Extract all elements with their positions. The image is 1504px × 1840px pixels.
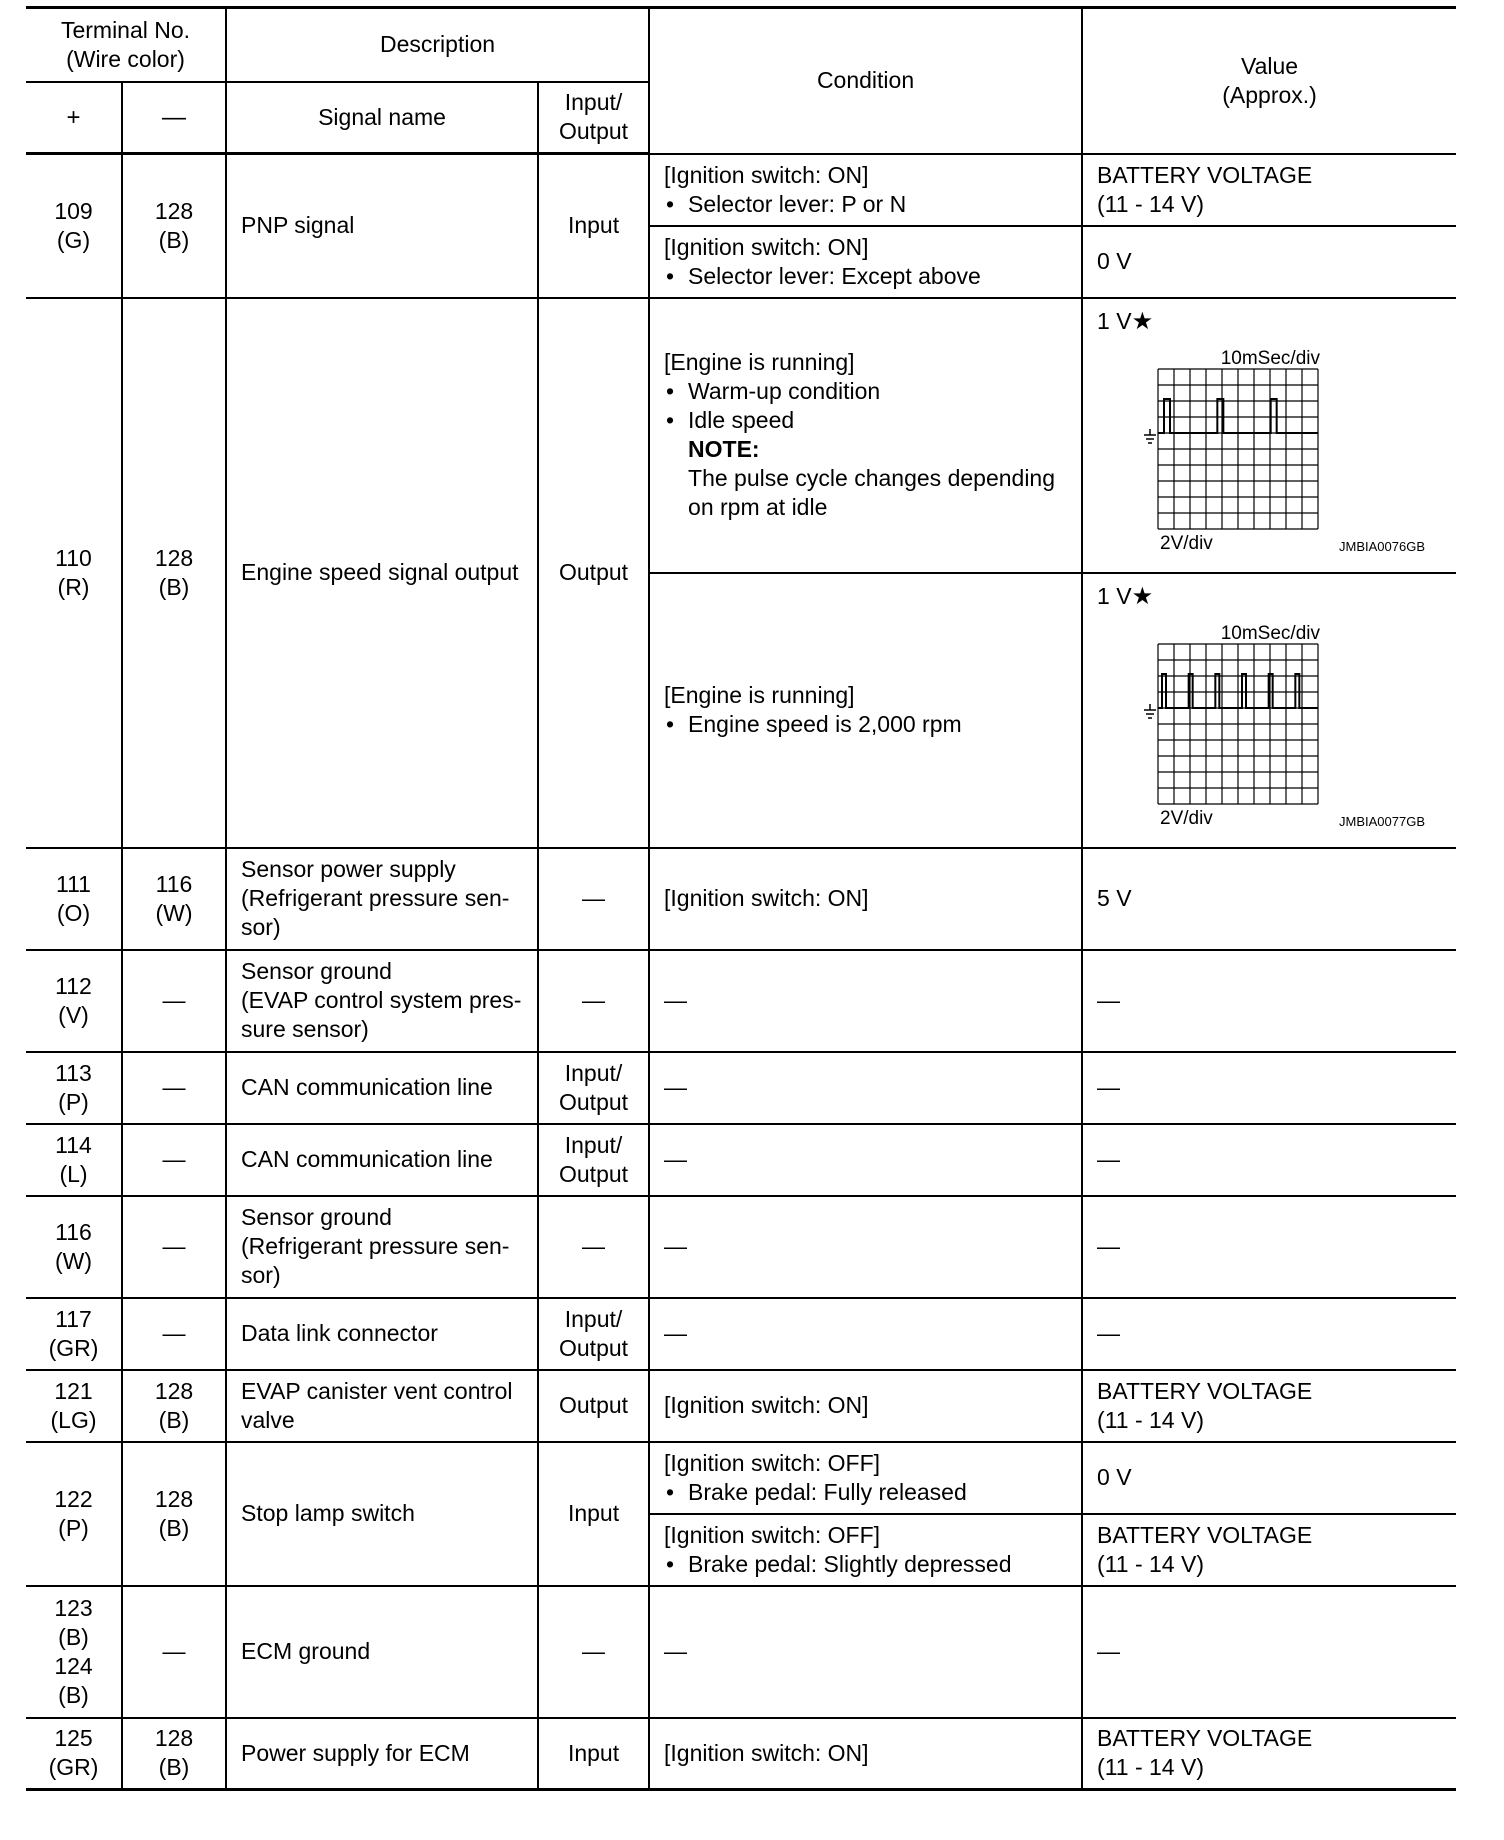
signal-name-cell bbox=[226, 1298, 538, 1370]
terminal-plus-text: 122 bbox=[54, 1485, 93, 1512]
scope-voltage-division-label: 2V/div bbox=[1160, 532, 1213, 554]
signal-name-cell bbox=[226, 1370, 538, 1442]
value-cell bbox=[1082, 1052, 1456, 1124]
signal-name-cell bbox=[226, 848, 538, 950]
input-output-cell bbox=[538, 1052, 649, 1124]
header-input-output bbox=[538, 82, 649, 154]
signal-name-text: Sensor power supply bbox=[241, 856, 456, 882]
condition-cell bbox=[649, 226, 1082, 298]
condition-cell bbox=[649, 1052, 1082, 1124]
terminal-plus-text: 113 bbox=[55, 1059, 92, 1086]
table-row bbox=[26, 298, 1456, 573]
terminal-minus-text: (B) bbox=[158, 1754, 190, 1781]
condition-cell bbox=[649, 298, 1082, 573]
signal-name-text: (Refrigerant pressure sen- bbox=[241, 885, 510, 911]
condition-text: [Engine is running] bbox=[664, 682, 855, 708]
terminal-minus-cell bbox=[122, 1586, 226, 1718]
terminal-minus-text: — bbox=[162, 1638, 186, 1664]
table-row bbox=[26, 154, 1456, 226]
terminal-minus-cell bbox=[122, 1298, 226, 1370]
input-output-text: — bbox=[582, 1233, 606, 1259]
condition-text: [Ignition switch: OFF] bbox=[664, 1521, 881, 1548]
terminal-plus-text: (G) bbox=[56, 226, 91, 253]
scope-time-division-label: 10mSec/div bbox=[1220, 347, 1321, 369]
value-cell bbox=[1082, 1196, 1456, 1298]
condition-cell bbox=[649, 1196, 1082, 1298]
condition-text: — bbox=[664, 987, 688, 1013]
input-output-cell bbox=[538, 1442, 649, 1586]
condition-bullet: • Warm-up condition bbox=[664, 377, 1075, 406]
terminal-plus-cell bbox=[26, 1196, 122, 1298]
terminal-minus-cell bbox=[122, 1052, 226, 1124]
signal-name-cell bbox=[226, 1586, 538, 1718]
condition-bullet: • Idle speed bbox=[664, 406, 1075, 435]
terminal-minus-text: 128 bbox=[154, 1485, 194, 1512]
condition-bullet: • Engine speed is 2,000 rpm bbox=[664, 710, 1075, 739]
value-text: — bbox=[1097, 987, 1121, 1013]
terminal-plus-text: (B) bbox=[58, 1623, 89, 1650]
signal-name-text: sor) bbox=[241, 914, 281, 940]
header-io-input: Input/ bbox=[564, 89, 623, 116]
signal-name-text: PNP signal bbox=[241, 212, 355, 239]
value-text: 0 V bbox=[1097, 1464, 1132, 1490]
table-row bbox=[26, 1124, 1456, 1196]
header-description: Description bbox=[226, 8, 649, 82]
input-output-cell bbox=[538, 1586, 649, 1718]
figure-code: JMBIA0077GB bbox=[1339, 813, 1426, 829]
terminal-plus-text: (P) bbox=[58, 1088, 89, 1115]
note-line: The pulse cycle changes depending bbox=[688, 465, 1056, 491]
terminal-plus-text: (GR) bbox=[48, 1754, 99, 1781]
input-output-text: — bbox=[582, 1638, 606, 1664]
table-row bbox=[26, 848, 1456, 950]
terminal-minus-cell bbox=[122, 1442, 226, 1586]
value-text: — bbox=[1097, 1638, 1121, 1664]
terminal-plus-cell bbox=[26, 848, 122, 950]
condition-cell bbox=[649, 154, 1082, 226]
signal-name-text: sure sensor) bbox=[241, 1016, 369, 1042]
condition-cell bbox=[649, 1124, 1082, 1196]
terminal-minus-text: (B) bbox=[158, 1514, 190, 1541]
signal-name-cell bbox=[226, 1124, 538, 1196]
terminal-plus-text: (V) bbox=[58, 1001, 89, 1028]
condition-cell bbox=[649, 1586, 1082, 1718]
terminal-plus-text: (R) bbox=[57, 573, 90, 600]
condition-text: [Ignition switch: OFF] bbox=[664, 1449, 881, 1476]
header-plus: + bbox=[26, 82, 122, 154]
scope-voltage-value: 1 V bbox=[1097, 582, 1132, 609]
condition-cell bbox=[649, 573, 1082, 848]
table-row bbox=[26, 1718, 1456, 1790]
header-terminal bbox=[26, 8, 226, 82]
value-text: — bbox=[1097, 1233, 1121, 1259]
signal-name-text: Engine speed signal output bbox=[241, 559, 519, 585]
signal-name-cell bbox=[226, 154, 538, 298]
terminal-plus-cell bbox=[26, 298, 122, 848]
condition-text: [Engine is running] bbox=[664, 349, 855, 375]
header-value-label: Value bbox=[1240, 52, 1299, 79]
oscilloscope bbox=[1097, 336, 1450, 554]
value-text: 0 V bbox=[1097, 248, 1132, 274]
terminal-plus-text: 112 bbox=[55, 972, 92, 999]
scope-voltage-value: 1 V bbox=[1097, 307, 1132, 334]
oscilloscope-graph bbox=[1097, 336, 1427, 554]
table-row bbox=[26, 1370, 1456, 1442]
terminal-minus-cell bbox=[122, 1718, 226, 1790]
terminal-plus-cell bbox=[26, 1124, 122, 1196]
value-text: (11 - 14 V) bbox=[1097, 190, 1204, 217]
input-output-text: Output bbox=[559, 1392, 629, 1418]
signal-name-text: Sensor ground bbox=[241, 958, 392, 984]
terminal-plus-cell bbox=[26, 1442, 122, 1586]
input-output-cell bbox=[538, 1298, 649, 1370]
signal-name-text: (Refrigerant pressure sen- bbox=[241, 1233, 510, 1259]
value-text: (11 - 14 V) bbox=[1097, 1754, 1204, 1781]
scope-voltage-division-label: 2V/div bbox=[1160, 807, 1213, 829]
table-row bbox=[26, 1442, 1456, 1514]
terminal-plus-text: 111 bbox=[56, 870, 91, 897]
value-text: — bbox=[1097, 1320, 1121, 1346]
terminal-plus-text: (P) bbox=[58, 1514, 89, 1541]
input-output-text: Input/ bbox=[564, 1131, 623, 1158]
value-cell bbox=[1082, 1124, 1456, 1196]
signal-name-cell bbox=[226, 298, 538, 848]
condition-cell bbox=[649, 1514, 1082, 1586]
value-cell bbox=[1082, 1718, 1456, 1790]
terminal-minus-cell bbox=[122, 1196, 226, 1298]
value-text: BATTERY VOLTAGE bbox=[1097, 161, 1313, 188]
value-cell bbox=[1082, 950, 1456, 1052]
condition-cell bbox=[649, 848, 1082, 950]
condition-text: — bbox=[664, 1320, 688, 1346]
input-output-cell bbox=[538, 1124, 649, 1196]
signal-name-text: valve bbox=[241, 1406, 295, 1433]
value-text: — bbox=[1097, 1074, 1121, 1100]
input-output-text: Output bbox=[559, 559, 629, 585]
signal-name-text: EVAP canister vent control bbox=[241, 1377, 513, 1404]
input-output-text: Input bbox=[567, 1500, 620, 1526]
value-cell bbox=[1082, 226, 1456, 298]
header-condition: Condition bbox=[649, 8, 1082, 154]
condition-text: — bbox=[664, 1074, 688, 1100]
terminal-plus-text: 124 bbox=[54, 1652, 93, 1679]
signal-name-text: ECM ground bbox=[241, 1638, 371, 1664]
terminal-minus-text: — bbox=[162, 1074, 186, 1100]
terminal-plus-text: (W) bbox=[54, 1247, 93, 1274]
condition-bullet: • Selector lever: P or N bbox=[664, 190, 1075, 219]
header-value bbox=[1082, 8, 1456, 154]
signal-name-text: (EVAP control system pres- bbox=[241, 987, 522, 1013]
terminal-plus-cell bbox=[26, 154, 122, 298]
scope-voltage bbox=[1097, 299, 1450, 336]
note-line: on rpm at idle bbox=[688, 494, 828, 520]
input-output-cell bbox=[538, 298, 649, 848]
input-output-cell bbox=[538, 848, 649, 950]
terminal-minus-text: (B) bbox=[158, 1406, 190, 1433]
input-output-text: — bbox=[582, 987, 606, 1013]
ecm-terminal-table bbox=[26, 6, 1456, 1791]
condition-cell bbox=[649, 1718, 1082, 1790]
terminal-minus-cell bbox=[122, 848, 226, 950]
signal-name-text: Data link connector bbox=[241, 1320, 438, 1346]
signal-name-text: Power supply for ECM bbox=[241, 1739, 470, 1766]
terminal-plus-text: (B) bbox=[58, 1681, 89, 1708]
signal-name-text: sor) bbox=[241, 1262, 281, 1288]
value-cell bbox=[1082, 154, 1456, 226]
signal-name-cell bbox=[226, 1052, 538, 1124]
terminal-minus-cell bbox=[122, 1370, 226, 1442]
scope-voltage bbox=[1097, 574, 1450, 611]
terminal-plus-text: 117 bbox=[55, 1305, 92, 1332]
signal-name-text: Sensor ground bbox=[241, 1204, 392, 1230]
terminal-plus-text: (LG) bbox=[50, 1406, 97, 1433]
terminal-minus-text: — bbox=[162, 1233, 186, 1259]
condition-bullet: • Brake pedal: Slightly depressed bbox=[664, 1550, 1075, 1579]
input-output-cell bbox=[538, 950, 649, 1052]
terminal-minus-text: (B) bbox=[158, 226, 190, 253]
condition-text: — bbox=[664, 1146, 688, 1172]
input-output-text: Input/ bbox=[564, 1059, 623, 1086]
note-text bbox=[664, 464, 1075, 522]
condition-cell bbox=[649, 1298, 1082, 1370]
value-text: (11 - 14 V) bbox=[1097, 1406, 1204, 1433]
scope-time-division-label: 10mSec/div bbox=[1220, 622, 1321, 644]
signal-name-cell bbox=[226, 1442, 538, 1586]
condition-cell bbox=[649, 1370, 1082, 1442]
terminal-minus-text: — bbox=[162, 1320, 186, 1346]
terminal-plus-text: (GR) bbox=[48, 1334, 99, 1361]
table-row bbox=[26, 950, 1456, 1052]
note-label: NOTE: bbox=[688, 436, 760, 462]
header-minus: — bbox=[122, 82, 226, 154]
terminal-plus-text: 110 bbox=[55, 544, 92, 571]
header-wire-color-label: (Wire color) bbox=[66, 45, 185, 72]
terminal-minus-cell bbox=[122, 1124, 226, 1196]
value-text: BATTERY VOLTAGE bbox=[1097, 1377, 1313, 1404]
input-output-cell bbox=[538, 1718, 649, 1790]
terminal-minus-cell bbox=[122, 298, 226, 848]
input-output-text: Output bbox=[559, 1088, 629, 1115]
value-cell bbox=[1082, 573, 1456, 848]
header-approx-label: (Approx.) bbox=[1222, 81, 1317, 108]
terminal-minus-text: (B) bbox=[158, 573, 190, 600]
value-text: (11 - 14 V) bbox=[1097, 1550, 1204, 1577]
terminal-plus-cell bbox=[26, 1298, 122, 1370]
input-output-text: Input bbox=[567, 212, 620, 239]
value-cell bbox=[1082, 1370, 1456, 1442]
oscilloscope bbox=[1097, 611, 1450, 829]
condition-text: [Ignition switch: ON] bbox=[664, 1392, 869, 1418]
value-cell bbox=[1082, 1442, 1456, 1514]
terminal-plus-cell bbox=[26, 1718, 122, 1790]
terminal-plus-cell bbox=[26, 950, 122, 1052]
terminal-minus-text: — bbox=[162, 1146, 186, 1172]
table-body bbox=[26, 154, 1456, 1790]
input-output-text: — bbox=[582, 885, 606, 911]
value-cell bbox=[1082, 848, 1456, 950]
terminal-plus-text: 116 bbox=[55, 1218, 92, 1245]
value-cell bbox=[1082, 298, 1456, 573]
oscilloscope-graph bbox=[1097, 611, 1427, 829]
signal-name-text: CAN communication line bbox=[241, 1146, 493, 1172]
condition-text: [Ignition switch: ON] bbox=[664, 885, 869, 911]
terminal-plus-text: (L) bbox=[59, 1160, 88, 1187]
terminal-plus-cell bbox=[26, 1052, 122, 1124]
header-io-output: Output bbox=[559, 118, 629, 145]
terminal-minus-text: 128 bbox=[154, 1725, 194, 1752]
input-output-text: Input bbox=[567, 1739, 620, 1766]
terminal-minus-text: 116 bbox=[155, 870, 193, 897]
value-cell bbox=[1082, 1298, 1456, 1370]
signal-name-cell bbox=[226, 950, 538, 1052]
terminal-plus-text: 109 bbox=[54, 197, 93, 224]
terminal-plus-text: 123 bbox=[54, 1594, 93, 1621]
value-cell bbox=[1082, 1586, 1456, 1718]
terminal-plus-cell bbox=[26, 1586, 122, 1718]
table-row bbox=[26, 1196, 1456, 1298]
input-output-cell bbox=[538, 154, 649, 298]
value-text: — bbox=[1097, 1146, 1121, 1172]
star-icon: ★ bbox=[1131, 307, 1154, 335]
terminal-minus-cell bbox=[122, 154, 226, 298]
signal-name-cell bbox=[226, 1196, 538, 1298]
condition-bullet: • Selector lever: Except above bbox=[664, 262, 1075, 291]
star-icon: ★ bbox=[1131, 582, 1154, 610]
terminal-plus-text: 121 bbox=[54, 1377, 93, 1404]
condition-text: — bbox=[664, 1233, 688, 1259]
terminal-table-page bbox=[26, 6, 1456, 1791]
terminal-plus-cell bbox=[26, 1370, 122, 1442]
terminal-plus-text: 125 bbox=[54, 1725, 93, 1752]
value-text: 5 V bbox=[1097, 885, 1132, 911]
condition-text: [Ignition switch: ON] bbox=[664, 161, 869, 188]
terminal-minus-text: 128 bbox=[154, 197, 194, 224]
input-output-cell bbox=[538, 1196, 649, 1298]
header-terminal-label: Terminal No. bbox=[60, 16, 191, 43]
terminal-minus-text: — bbox=[162, 987, 186, 1013]
terminal-plus-text: 114 bbox=[55, 1131, 92, 1158]
signal-name-cell bbox=[226, 1718, 538, 1790]
terminal-minus-text: 128 bbox=[154, 1377, 194, 1404]
table-row bbox=[26, 1298, 1456, 1370]
condition-text: [Ignition switch: ON] bbox=[664, 233, 869, 260]
condition-cell bbox=[649, 950, 1082, 1052]
header-signal-name: Signal name bbox=[226, 82, 538, 154]
value-text: BATTERY VOLTAGE bbox=[1097, 1521, 1313, 1548]
signal-name-text: Stop lamp switch bbox=[241, 1500, 415, 1526]
terminal-minus-text: (W) bbox=[155, 899, 193, 926]
input-output-text: Output bbox=[559, 1160, 629, 1187]
signal-name-text: CAN communication line bbox=[241, 1074, 493, 1100]
value-text: BATTERY VOLTAGE bbox=[1097, 1725, 1313, 1752]
condition-bullet: • Brake pedal: Fully released bbox=[664, 1478, 1075, 1507]
terminal-plus-text: (O) bbox=[56, 899, 91, 926]
input-output-text: Output bbox=[559, 1334, 629, 1361]
input-output-cell bbox=[538, 1370, 649, 1442]
figure-code: JMBIA0076GB bbox=[1339, 538, 1426, 554]
terminal-minus-cell bbox=[122, 950, 226, 1052]
condition-text: [Ignition switch: ON] bbox=[664, 1739, 869, 1766]
input-output-text: Input/ bbox=[564, 1305, 623, 1332]
table-row bbox=[26, 1586, 1456, 1718]
value-cell bbox=[1082, 1514, 1456, 1586]
table-row bbox=[26, 1052, 1456, 1124]
condition-cell bbox=[649, 1442, 1082, 1514]
terminal-minus-text: 128 bbox=[154, 544, 194, 571]
condition-text: — bbox=[664, 1638, 688, 1664]
